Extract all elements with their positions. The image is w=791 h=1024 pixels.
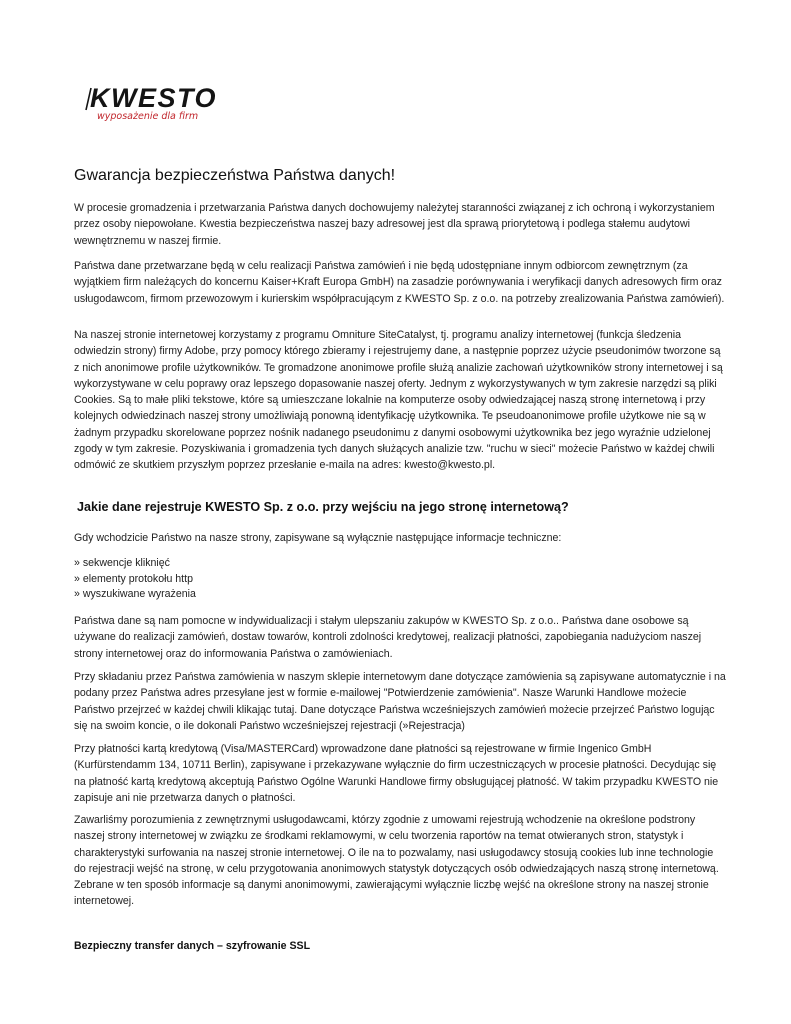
logo-tagline: wyposażenie dla firm xyxy=(97,111,199,122)
section-paragraph-4: Zawarliśmy porozumienia z zewnętrznymi usługodawcami, którzy zgodnie z umowami rejestrują wchodzenie na określone podstrony naszej strony internetowej w związku ze środkami reklamowymi, w celu tworzenia raportów na temat otwieranych stron, statystyk i charakterystyki surfowania na naszej stronie internetowej. O ile na to pozwalamy, nasi usługodawcy stosują cookies lub inne technologie do rejestracji wejść na stronę, w celu przygotowania anonimowych statystyk dotyczących osób odwiedzających naszą stronę internetową. Zebrane w ten sposób informacje są danymi anonimowymi, zawierającymi wyłącznie liczbę wejść na określone strony na naszej stronie internetowej. xyxy=(74,814,719,908)
intro-paragraph-2: Państwa dane przetwarzane będą w celu realizacji Państwa zamówień i nie będą udostępniane innym odbiorcom zewnętrznym (za wyjątkiem firm należących do koncernu Kaiser+Kraft Europa GmbH) na zasadzie porównywania i weryfikacji danych adresowych firm oraz usługodawcom, firmom przewozowym i kurierskim współpracującym z KWESTO Sp. z o.o. na potrzeby zrealizowania Państwa zamówień). xyxy=(74,260,725,305)
intro-paragraph-3: Na naszej stronie internetowej korzystamy z programu Omniture SiteCatalyst, tj. programu analizy internetowej (funkcja śledzenia odwiedzin strony) firmy Adobe, przy pomocy którego zbieramy i rejestrujemy dane, a następnie poprzez użycie pseudonimów tworzone są z nich anonimowe profile użytkowników. Te gromadzone anonimowe profile służą analizie zachowań użytkowników strony internetowej i są wykorzystywane w celu poprawy oraz lepszego dopasowanie naszej oferty. Jednym z wykorzystywanych w tym zakresie narzędzi są pliki Cookies. Są to małe pliki tekstowe, które są umieszczane lokalnie na komputerze osoby odwiedzającej naszą stronę internetową i przy kolejnych odwiedzinach naszej strony umożliwiają ponowną identyfikację użytkownika. Te pseudoanonimowe profile użytkowe nie są w żadnym przypadku skorelowane poprzez nośnik nadanego pseudonimu z danymi osobowymi użytkownika bez jego wyraźnie udzielonej zgody w tym zakresie. Pozyskiwania i gromadzenia tych danych służących analizie tzw. "ruchu w sieci" możecie Państwo w każdej chwili odmówić ze skutkiem przyszłym poprzez przesłanie e-maila na adres: kwesto@kwesto.pl. xyxy=(74,329,723,472)
section-paragraph-3: Przy płatności kartą kredytową (Visa/MASTERCard) wprowadzone dane płatności są rejestrowane w firmie Ingenico GmbH (Kurfürstendamm 134, 10711 Berlin), zapisywane i przekazywane wyłącznie do firm uczestniczących w procesie płatności. Decydując się na płatność kartą kredytową akceptują Państwo Ogólne Warunki Handlowe firmy obsługującej płatność. W takim przypadku KWESTO nie zapisuje ani nie przetwarza danych o płatności. xyxy=(74,743,719,804)
section-paragraph-1: Państwa dane są nam pomocne w indywidualizacji i stałym ulepszaniu zakupów w KWESTO Sp. z o.o.. Państwa dane osobowe są używane do realizacji zamówień, dostaw towarów, kontroli zdolności kredytowej, realizacji płatności, zapobiegania nadużyciom naszej strony internetowej oraz do informowania Państwa o zamówieniach. xyxy=(74,615,702,660)
section-heading-data-collected: Jakie dane rejestruje KWESTO Sp. z o.o. przy wejściu na jego stronę internetową? xyxy=(77,500,569,514)
technical-info-list xyxy=(74,556,196,603)
kwesto-logo xyxy=(84,83,218,126)
list-item: » elementy protokołu http xyxy=(74,572,193,585)
section-paragraph-2: Przy składaniu przez Państwa zamówienia w naszym sklepie internetowym dane dotyczące zamówienia są zapisywane automatycznie i na podany przez Państwa adres przesyłane jest w formie e-mailowej "Potwierdzenie zamówienia". Nasze Warunki Handlowe możecie Państwo przejrzeć w każdej chwili klikając tutaj. Dane dotyczące Państwa wcześniejszych zamówień możecie przejrzeć Państwo logując się na swoim koncie, o ile dokonali Państwo wcześniejszej rejestracji (»Rejestracja) xyxy=(74,671,726,732)
logo-wordmark: KWESTO xyxy=(90,83,218,113)
list-item: » wyszukiwane wyrażenia xyxy=(74,588,196,600)
page-title: Gwarancja bezpieczeństwa Państwa danych! xyxy=(74,167,396,184)
section-heading-ssl: Bezpieczny transfer danych – szyfrowanie SSL xyxy=(74,940,311,952)
list-item: » sekwencje kliknięć xyxy=(74,557,170,569)
section-lead: Gdy wchodzicie Państwo na nasze strony, zapisywane są wyłącznie następujące informacje techniczne: xyxy=(74,532,562,544)
intro-paragraph-1: W procesie gromadzenia i przetwarzania Państwa danych dochowujemy należytej staranności związanej z ich ochroną i wykorzystaniem przez osoby niepowołane. Kwestia bezpieczeństwa naszej bazy adresowej jest dla sprawą priorytetową i podlega stałemu audytowi wewnętrznemu w naszej firmie. xyxy=(74,202,715,247)
